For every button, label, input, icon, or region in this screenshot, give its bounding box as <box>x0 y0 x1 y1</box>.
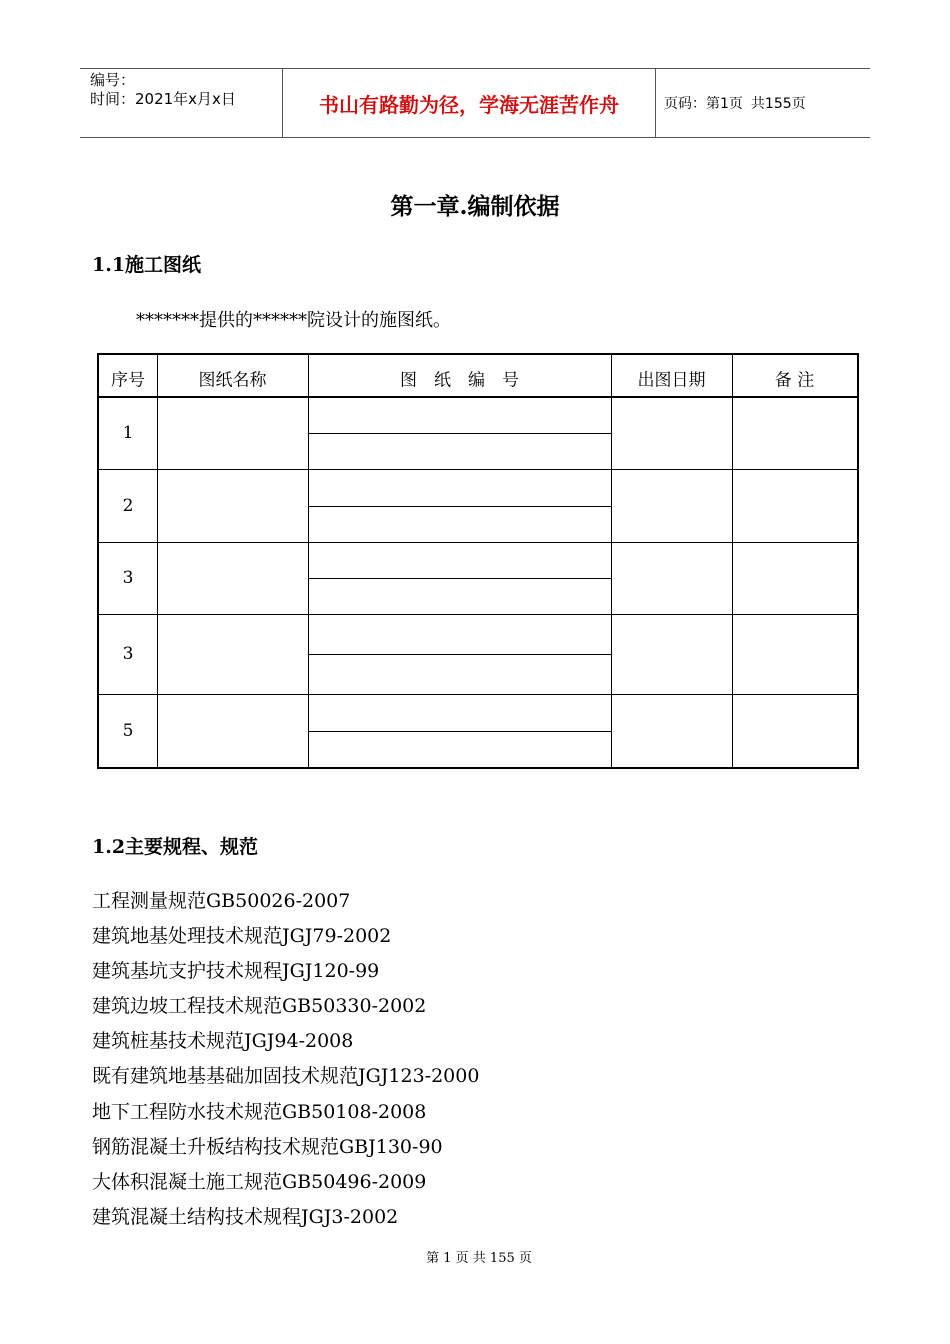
norm-item: 地下工程防水技术规范GB50108-2008 <box>92 1100 427 1123</box>
norm-item: 工程测量规范GB50026-2007 <box>92 890 351 912</box>
norm-item: 建筑混凝土结构技术规程JGJ3-2002 <box>92 1205 399 1228</box>
table-row-line <box>99 542 857 543</box>
table-row-number: 1 <box>122 422 134 443</box>
section-title-drawings: 1.1施工图纸 <box>92 254 202 276</box>
table-header-cell: 序号 <box>111 370 145 390</box>
header-meta <box>80 69 282 137</box>
time-label: 时间：2021年x月x日 <box>90 90 236 108</box>
page-header <box>80 68 870 138</box>
table-split-line <box>308 578 611 579</box>
section-intro: *******提供的******院设计的施图纸。 <box>136 310 451 331</box>
section-title-norms: 1.2主要规程、规范 <box>92 836 259 858</box>
norm-item: 既有建筑地基基础加固技术规范JGJ123-2000 <box>92 1065 480 1088</box>
chapter-title: 第一章.编制依据 <box>390 193 560 220</box>
norm-item: 建筑桩基技术规范JGJ94-2008 <box>92 1030 354 1053</box>
table-split-line <box>308 433 611 434</box>
norm-item: 建筑基坑支护技术规程JGJ120-99 <box>92 960 380 983</box>
table-col-line <box>157 355 158 767</box>
header-page-info <box>656 69 870 137</box>
norm-item: 建筑地基处理技术规范JGJ79-2002 <box>92 925 392 948</box>
table-col-line <box>732 355 733 767</box>
table-header-cell: 图纸名称 <box>198 370 267 390</box>
total-label: 共155页 <box>750 96 806 112</box>
norms-list <box>92 884 479 1235</box>
table-row-number: 5 <box>122 720 134 741</box>
table-col-line <box>308 355 309 767</box>
table-header-cell: 备 注 <box>774 370 815 390</box>
table-col-line <box>611 355 612 767</box>
header-slogan: 书山有路勤为径，学海无涯苦作舟 <box>282 69 656 137</box>
number-label: 编号： <box>90 71 136 89</box>
drawings-table <box>97 353 859 769</box>
table-split-line <box>308 654 611 655</box>
table-row-number: 3 <box>122 568 134 588</box>
page-label: 页码：第1页 <box>664 96 743 112</box>
table-row-number: 2 <box>122 495 134 516</box>
table-header-cell: 出图日期 <box>637 370 706 390</box>
norm-item: 钢筋混凝土升板结构技术规范GBJ130-90 <box>92 1135 443 1158</box>
table-row-number: 3 <box>122 644 134 664</box>
norm-item: 建筑边坡工程技术规范GB50330-2002 <box>92 995 427 1018</box>
table-header-cell: 图 纸 编 号 <box>400 370 519 390</box>
table-row-line <box>99 614 857 615</box>
table-row-line <box>99 694 857 695</box>
table-split-line <box>308 506 611 507</box>
page-footer: 第 1 页 共 155 页 <box>426 1251 532 1266</box>
table-split-line <box>308 731 611 732</box>
norm-item: 大体积混凝土施工规范GB50496-2009 <box>92 1170 427 1193</box>
table-header-line <box>99 396 857 398</box>
table-row-line <box>99 469 857 470</box>
